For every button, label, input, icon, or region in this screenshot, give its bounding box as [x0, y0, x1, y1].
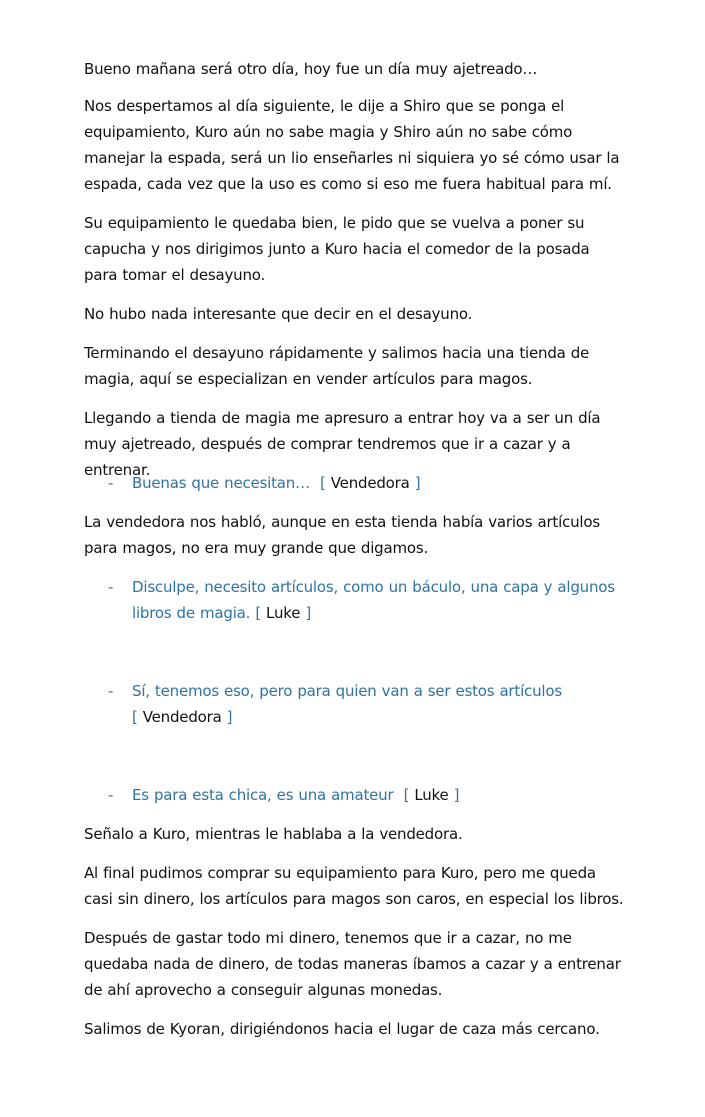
- dialogue-dash: -: [108, 786, 114, 804]
- paragraph: Llegando a tienda de magia me apresuro a entrar hoy va a ser un día muy ajetreado, después de comprar tendremos que ir a cazar y a entrenar.: [84, 409, 601, 479]
- paragraph: No hubo nada interesante que decir en el desayuno.: [84, 305, 473, 323]
- paragraph: Su equipamiento le quedaba bien, le pido que se vuelva a poner su capucha y nos dirigimos junto a Kuro hacia el comedor de la posada para tomar el desayuno.: [84, 214, 590, 284]
- bracket-close: ]: [305, 604, 311, 622]
- dialogue-body: [132, 678, 628, 730]
- bracket-open: [: [255, 604, 261, 622]
- bracket-close: ]: [414, 474, 421, 492]
- dialogue-body: [132, 574, 628, 626]
- dialogue-dash: -: [108, 474, 114, 492]
- dialogue-line: [108, 782, 628, 808]
- paragraph: La vendedora nos habló, aunque en esta tienda había varios artículos para magos, no era muy grande que digamos.: [84, 513, 600, 557]
- paragraph: Terminando el desayuno rápidamente y salimos hacia una tienda de magia, aquí se especializan en vender artículos para magos.: [84, 344, 590, 388]
- paragraph: Salimos de Kyoran, dirigiéndonos hacia el lugar de caza más cercano.: [84, 1020, 600, 1038]
- dialogue-line: [108, 574, 628, 626]
- paragraph: Al final pudimos comprar su equipamiento para Kuro, pero me queda casi sin dinero, los artículos para magos son caros, en especial los libros.: [84, 864, 624, 908]
- bracket-close: ]: [226, 708, 233, 726]
- dialogue-dash: -: [108, 578, 114, 596]
- dialogue-body: [132, 470, 628, 496]
- paragraph: Después de gastar todo mi dinero, tenemos que ir a cazar, no me quedaba nada de dinero, de todas maneras íbamos a cazar y a entrenar de ahí aprovecho a conseguir algunas monedas.: [84, 929, 621, 999]
- bracket-open: [: [403, 786, 410, 804]
- dialogue-body: [132, 782, 628, 808]
- speaker-name: Luke: [414, 786, 449, 804]
- dialogue-speech: Buenas que necesitan…: [132, 474, 310, 492]
- dialogue-speech: Disculpe, necesito artículos, como un báculo, una capa y algunos libros de magia.: [132, 578, 615, 622]
- bracket-open: [: [320, 474, 326, 492]
- dialogue-speech: Es para esta chica, es una amateur: [132, 786, 394, 804]
- paragraph: Señalo a Kuro, mientras le hablaba a la vendedora.: [84, 825, 463, 843]
- paragraph: Nos despertamos al día siguiente, le dije a Shiro que se ponga el equipamiento, Kuro aún no sabe magia y Shiro aún no sabe cómo manejar la espada, será un lio enseñarles ni siquiera yo sé cómo usar la espada, cada vez que la uso es como si eso me fuera habitual para mí.: [84, 97, 620, 193]
- speaker-name: Vendedora: [330, 474, 410, 492]
- dialogue-dash: -: [108, 682, 114, 700]
- bracket-close: ]: [453, 786, 460, 804]
- bracket-open: [: [132, 708, 138, 726]
- dialogue-speech: Sí, tenemos eso, pero para quien van a ser estos artículos: [132, 682, 562, 700]
- dialogue-line: [108, 678, 628, 730]
- paragraph: Bueno mañana será otro día, hoy fue un día muy ajetreado…: [84, 60, 538, 78]
- speaker-name: Luke: [266, 604, 301, 622]
- dialogue-line: [108, 470, 628, 496]
- speaker-name: Vendedora: [142, 708, 222, 726]
